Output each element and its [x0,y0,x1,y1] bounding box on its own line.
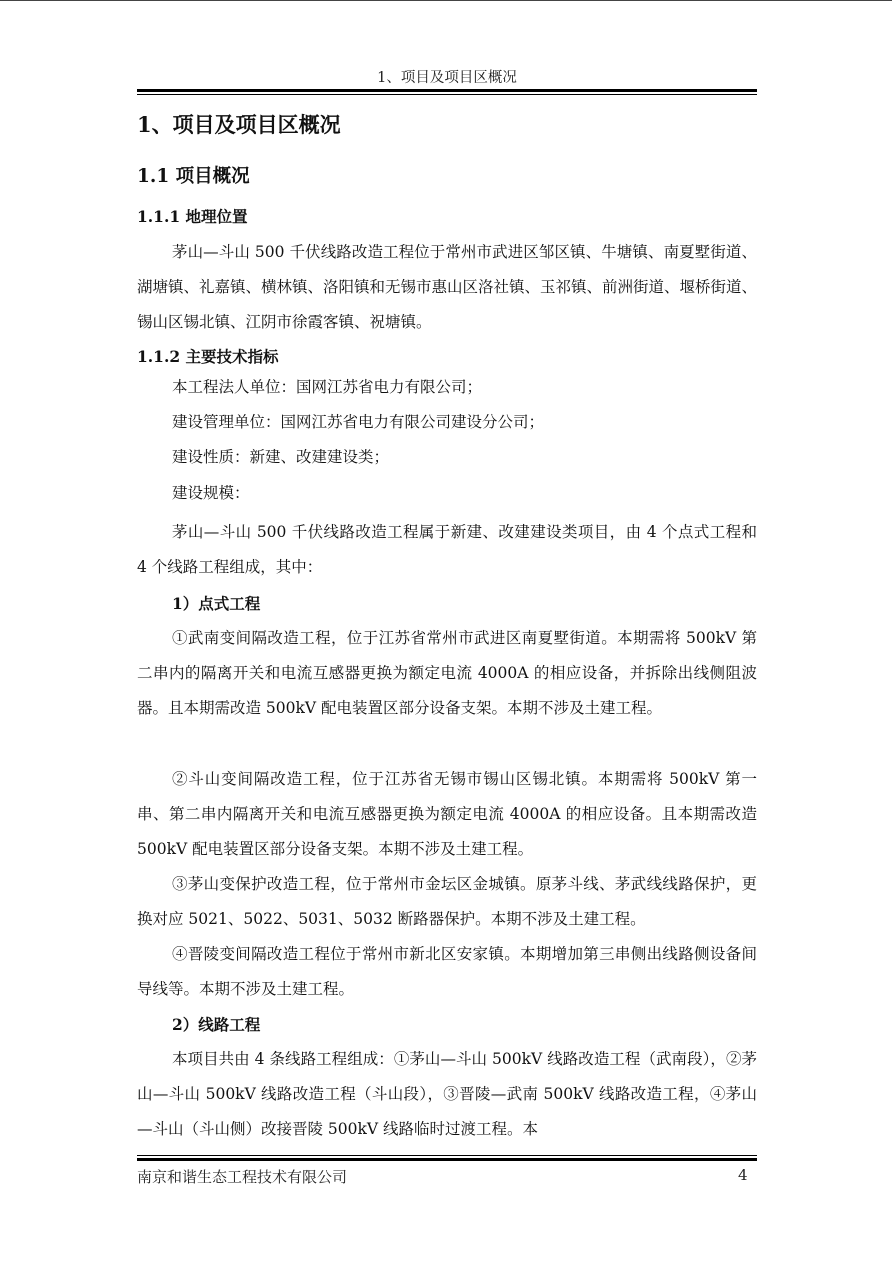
legal-unit-line: 本工程法人单位：国网江苏省电力有限公司； [172,378,483,396]
construction-scale-line: 建设规模： [172,484,250,502]
point-work-1: ①武南变间隔改造工程，位于江苏省常州市武进区南夏墅街道。本期需将 500kV 第二串内的隔离开关和电流互感器更换为额定电流 4000A 的相应设备，并拆除出线侧阻波器。且本期需改造 500kV 配电装置区部分设备支架。本期不涉及土建工程。 [137,629,757,717]
footer-rule-thick [137,1158,757,1161]
point-work-4: ④晋陵变间隔改造工程位于常州市新北区安家镇。本期增加第三串侧出线路侧设备间导线等。本期不涉及土建工程。 [137,945,757,998]
page-body [137,108,758,1138]
subsection-heading-location: 1.1.1 地理位置 [137,207,248,226]
location-paragraph: 茅山—斗山 500 千伏线路改造工程位于常州市武进区邹区镇、牛塘镇、南夏墅街道、湖塘镇、礼嘉镇、横林镇、洛阳镇和无锡市惠山区洛社镇、玉祁镇、前洲街道、堰桥街道、锡山区锡北镇、江阴市徐霞客镇、祝塘镇。 [137,243,758,331]
subsection-heading-indicators: 1.1.2 主要技术指标 [137,347,279,366]
footer-rule-thin [137,1155,757,1156]
scale-paragraph: 茅山—斗山 500 千伏线路改造工程属于新建、改建建设类项目，由 4 个点式工程和 4 个线路工程组成，其中： [137,523,757,576]
point-work-2: ②斗山变间隔改造工程，位于江苏省无锡市锡山区锡北镇。本期需将 500kV 第一串、第二串内隔离开关和电流互感器更换为额定电流 4000A 的相应设备。且本期需改造 500kV 配电装置区部分设备支架。本期不涉及土建工程。 [137,770,757,858]
construction-nature-line: 建设性质：新建、改建建设类； [172,448,390,466]
point-work-3: ③茅山变保护改造工程，位于常州市金坛区金城镇。原茅斗线、茅武线线路保护，更换对应 5021、5022、5031、5032 断路器保护。本期不涉及土建工程。 [137,875,757,928]
footer-company-name: 南京和谐生态工程技术有限公司 [137,1168,348,1186]
page-number: 4 [738,1166,748,1184]
header-rule-thin [137,94,757,95]
section-heading: 1.1 项目概况 [137,166,250,187]
running-header: 1、项目及项目区概况 [377,70,517,86]
line-works-heading: 2）线路工程 [172,1015,261,1034]
management-unit-line: 建设管理单位：国网江苏省电力有限公司建设分公司； [172,413,545,431]
header-rule-thick [137,89,757,92]
line-works-paragraph: 本项目共由 4 条线路工程组成：①茅山—斗山 500kV 线路改造工程（武南段），②茅山—斗山 500kV 线路改造工程（斗山段），③晋陵—武南 500kV 线路改造工程，④茅山—斗山（斗山侧）改接晋陵 500kV 线路临时过渡工程。本 [137,1050,757,1138]
point-works-heading: 1）点式工程 [172,594,261,613]
page-top-border [0,0,892,1]
chapter-heading: 1、项目及项目区概况 [137,112,341,137]
